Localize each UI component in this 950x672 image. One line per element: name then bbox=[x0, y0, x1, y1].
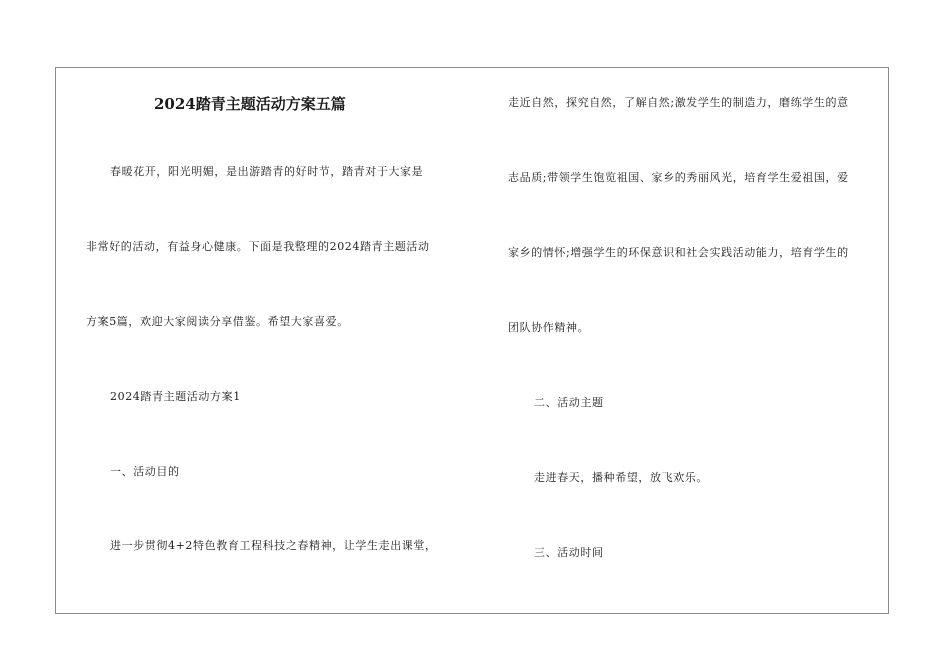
right-column bbox=[508, 68, 888, 613]
paragraph-line: 走进春天，播种希望，放飞欢乐。 bbox=[534, 471, 708, 484]
section-heading: 三、活动时间 bbox=[534, 546, 604, 559]
paragraph-line: 家乡的情怀;增强学生的环保意识和社会实践活动能力，培育学生的 bbox=[508, 246, 849, 259]
paragraph-line: 志品质;带领学生饱览祖国、家乡的秀丽风光，培育学生爱祖国，爱 bbox=[508, 171, 849, 184]
left-column bbox=[86, 68, 466, 613]
paragraph-line: 方案5篇，欢迎大家阅读分享借鉴。希望大家喜爱。 bbox=[86, 315, 349, 328]
section-heading: 一、活动目的 bbox=[110, 465, 180, 478]
document-title: 2024踏青主题活动方案五篇 bbox=[154, 95, 346, 113]
section-heading: 二、活动主题 bbox=[534, 396, 604, 409]
paragraph-line: 非常好的活动，有益身心健康。下面是我整理的2024踏青主题活动 bbox=[86, 240, 430, 253]
paragraph-line: 春暖花开，阳光明媚，是出游踏青的好时节，踏青对于大家是 bbox=[110, 165, 424, 178]
section-heading: 2024踏青主题活动方案1 bbox=[110, 390, 241, 403]
paragraph-line: 团队协作精神。 bbox=[508, 321, 590, 334]
document-page bbox=[55, 67, 889, 614]
paragraph-line: 进一步贯彻4+2特色教育工程科技之春精神，让学生走出课堂， bbox=[110, 539, 437, 552]
paragraph-line: 走近自然，探究自然，了解自然;激发学生的制造力，磨练学生的意 bbox=[508, 96, 849, 109]
